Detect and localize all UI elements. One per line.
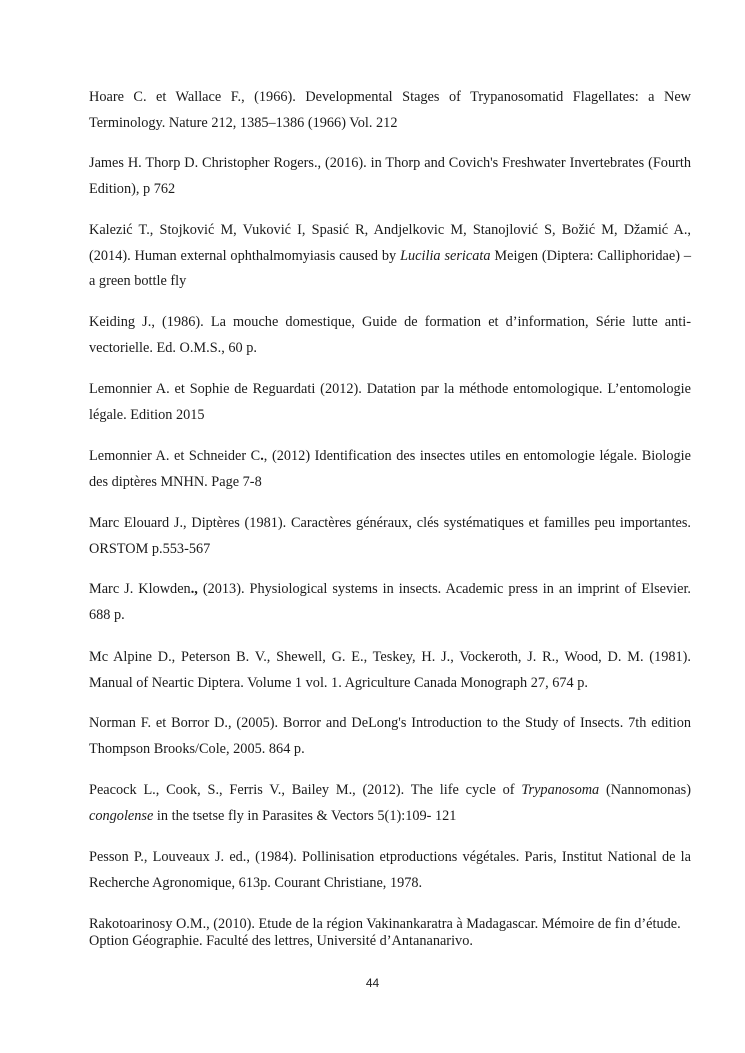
species-name: congolense	[89, 807, 154, 824]
reference-entry: Keiding J., (1986). La mouche domestique, Guide de formation et d’information, Série lutte anti-vectorielle. Ed. O.M.S., 60 p.	[89, 314, 691, 356]
reference-entry: Lemonnier A. et Schneider C., (2012) Identification des insectes utiles en entomologie légale. Biologie des diptères MNHN. Page 7-8	[89, 448, 691, 490]
genus-name: Trypanosoma	[521, 782, 600, 798]
reference-entry: Rakotoarinosy O.M., (2010). Etude de la région Vakinankaratra à Madagascar. Mémoire de fin d’étude. Option Géographie. Faculté des lettres, Université d’Antananarivo.	[89, 916, 681, 949]
reference-entry: Mc Alpine D., Peterson B. V., Shewell, G. E., Teskey, H. J., Vockeroth, J. R., Wood, D. M. (1981). Manual of Neartic Diptera. Volume 1 vol. 1. Agriculture Canada Monograph 27, 674 p.	[89, 649, 691, 691]
reference-entry: Hoare C. et Wallace F., (1966). Developmental Stages of Trypanosomatid Flagellates: a New Terminology. Nature 212, 1385–1386 (1966) Vol. 212	[89, 89, 691, 131]
reference-entry: Marc J. Klowden., (2013). Physiological systems in insects. Academic press in an imprint of Elsevier. 688 p.	[89, 581, 691, 623]
species-name: Lucilia sericata	[400, 247, 491, 264]
reference-entry: Pesson P., Louveaux J. ed., (1984). Pollinisation etproductions végétales. Paris, Institut National de la Recherche Agronomique, 613p. Courant Christiane, 1978.	[89, 849, 691, 891]
reference-entry: Marc Elouard J., Diptères (1981). Caractères généraux, clés systématiques et familles peu importantes. ORSTOM p.553-567	[89, 515, 691, 557]
reference-entry: Kalezić T., Stojković M, Vuković I, Spasić R, Andjelkovic M, Stanojlović S, Božić M, Džamić A., (2014). Human external ophthalmomyiasis caused by Lucilia sericata Meigen (Diptera: Calliphoridae) – a green bottle fly	[89, 222, 691, 289]
page-number: 44	[365, 976, 380, 990]
reference-entry: Lemonnier A. et Sophie de Reguardati (2012). Datation par la méthode entomologique. L’entomologie légale. Edition 2015	[89, 381, 691, 423]
reference-entry: James H. Thorp D. Christopher Rogers., (2016). in Thorp and Covich's Freshwater Invertebrates (Fourth Edition), p 762	[89, 155, 691, 197]
reference-entry: Peacock L., Cook, S., Ferris V., Bailey M., (2012). The life cycle of Trypanosoma (Nannomonas) congolense in the tsetse fly in Parasites & Vectors 5(1):109- 121	[89, 782, 691, 824]
reference-entry: Norman F. et Borror D., (2005). Borror and DeLong's Introduction to the Study of Insects. 7th edition Thompson Brooks/Cole, 2005. 864 p.	[89, 715, 691, 757]
